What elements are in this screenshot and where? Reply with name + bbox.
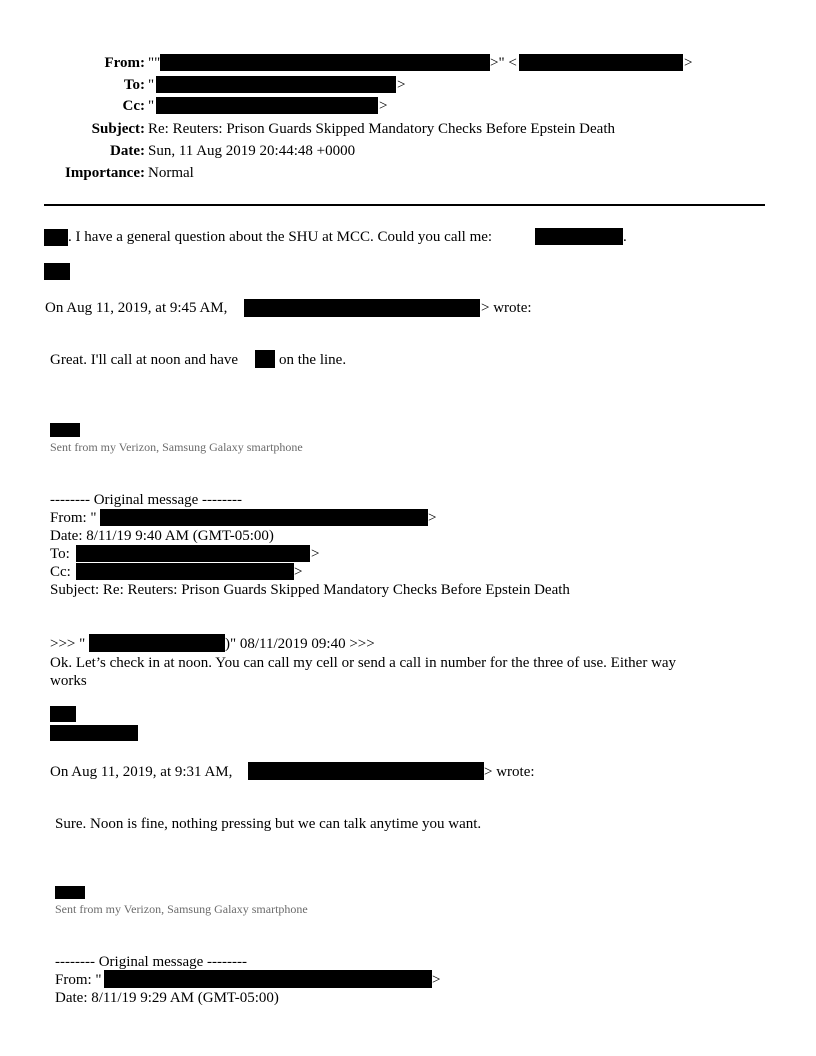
redaction xyxy=(50,725,138,741)
from-label: From: xyxy=(104,55,145,71)
redaction xyxy=(50,706,76,722)
sent-from-2: Sent from my Verizon, Samsung Galaxy smartphone xyxy=(55,902,308,916)
to-open-quote: " xyxy=(148,77,155,93)
from-close: > xyxy=(684,55,693,71)
date-label: Date: xyxy=(110,143,145,159)
cc-label: Cc: xyxy=(122,98,145,114)
question-end: . xyxy=(623,229,627,245)
redaction xyxy=(44,263,70,280)
header-divider xyxy=(44,204,765,206)
redaction xyxy=(160,54,490,71)
redaction xyxy=(89,634,225,652)
reply2: Sure. Noon is fine, nothing pressing but we can talk anytime you want. xyxy=(55,816,482,832)
quote1-prefix: On Aug 11, 2019, at 9:45 AM, xyxy=(45,300,228,316)
orig2-from-close: > xyxy=(432,972,441,988)
gw-prefix: >>> " xyxy=(50,636,86,652)
gw-suffix: )" 08/11/2019 09:40 >>> xyxy=(225,636,375,652)
orig1-to-close: > xyxy=(311,546,320,562)
subject-value: Re: Reuters: Prison Guards Skipped Mandatory Checks Before Epstein Death xyxy=(148,121,615,137)
orig1-from: From: " xyxy=(50,510,97,526)
redaction xyxy=(50,423,80,437)
orig2-divider: -------- Original message -------- xyxy=(55,954,247,970)
orig2-date: Date: 8/11/19 9:29 AM (GMT-05:00) xyxy=(55,990,279,1006)
to-close: > xyxy=(397,77,406,93)
orig1-date: Date: 8/11/19 9:40 AM (GMT-05:00) xyxy=(50,528,274,544)
redaction xyxy=(156,76,396,93)
question-text: . I have a general question about the SHU at MCC. Could you call me: xyxy=(68,229,493,245)
orig1-from-close: > xyxy=(428,510,437,526)
redaction xyxy=(55,886,85,899)
orig1-cc: Cc: xyxy=(50,564,71,580)
redaction xyxy=(248,762,484,780)
gw-line2: works xyxy=(50,673,87,689)
from-mid: >" < xyxy=(490,55,517,71)
redaction xyxy=(76,563,294,580)
importance-label: Importance: xyxy=(65,165,145,181)
reply1-a: Great. I'll call at noon and have xyxy=(50,352,239,368)
sent-from-1: Sent from my Verizon, Samsung Galaxy smartphone xyxy=(50,440,303,454)
reply1-b: on the line. xyxy=(279,352,347,368)
importance-value: Normal xyxy=(148,165,194,181)
quote2-prefix: On Aug 11, 2019, at 9:31 AM, xyxy=(50,764,233,780)
quote2-suffix: > wrote: xyxy=(484,764,535,780)
orig1-to: To: xyxy=(50,546,70,562)
redaction xyxy=(44,229,68,246)
redaction xyxy=(244,299,480,317)
cc-close: > xyxy=(379,98,388,114)
orig1-divider: -------- Original message -------- xyxy=(50,492,242,508)
orig1-cc-close: > xyxy=(294,564,303,580)
orig1-subject: Subject: Re: Reuters: Prison Guards Skipped Mandatory Checks Before Epstein Death xyxy=(50,582,570,598)
redaction xyxy=(156,97,378,114)
subject-label: Subject: xyxy=(91,121,145,137)
quote1-suffix: > wrote: xyxy=(481,300,532,316)
redaction xyxy=(519,54,683,71)
date-value: Sun, 11 Aug 2019 20:44:48 +0000 xyxy=(148,143,356,159)
orig2-from: From: " xyxy=(55,972,102,988)
to-label: To: xyxy=(123,77,145,93)
redaction xyxy=(255,350,275,368)
redaction xyxy=(76,545,310,562)
cc-open-quote: " xyxy=(148,98,155,114)
redaction xyxy=(100,509,428,526)
gw-line1: Ok. Let’s check in at noon. You can call my cell or send a call in number for the three of use. Either way xyxy=(50,655,677,671)
redaction xyxy=(535,228,623,245)
redaction xyxy=(104,970,432,988)
from-open-quote: "" xyxy=(148,55,161,71)
